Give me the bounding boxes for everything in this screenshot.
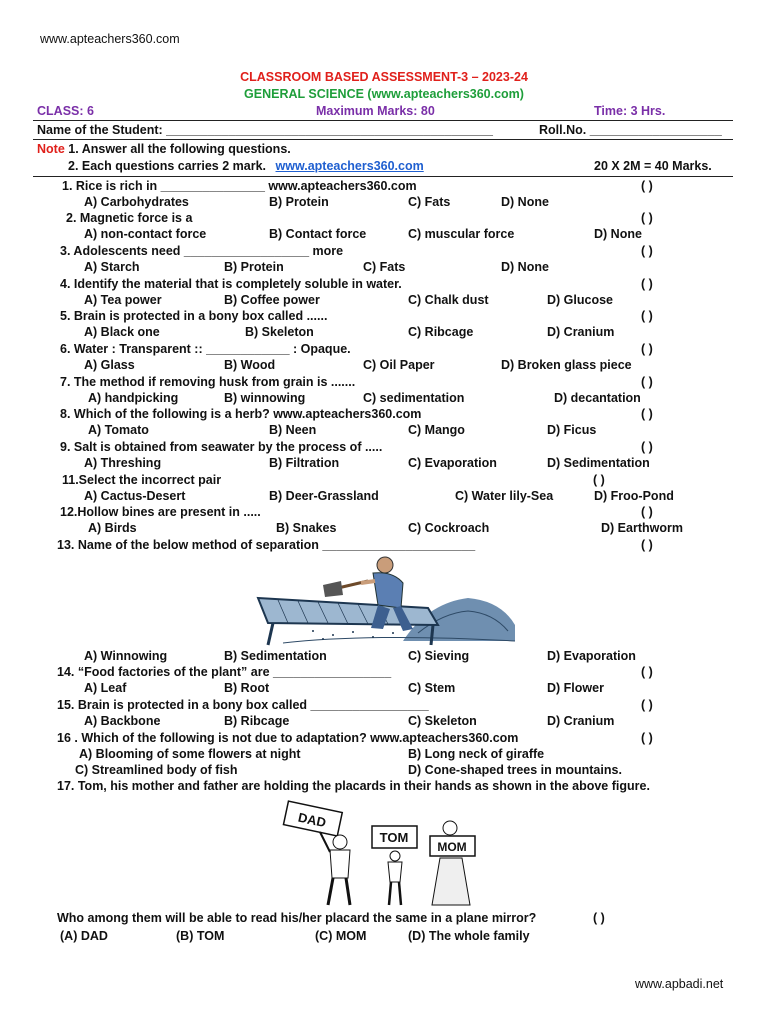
marks-summary: 20 X 2M = 40 Marks. [594,159,712,173]
exam-subtitle: GENERAL SCIENCE (www.apteachers360.com) [244,87,524,101]
option-d: D) Froo-Pond [594,489,674,503]
question-5: 5. Brain is protected in a bony box called ...... [60,309,328,323]
option-c: C) sedimentation [363,391,465,405]
dad-placard-text: DAD [296,809,328,831]
option-d: D) Cone-shaped trees in mountains. [408,763,622,777]
question-15: 16 . Which of the following is not due to adaptation? www.apteachers360.com [57,731,519,745]
answer-bracket: ( ) [593,473,605,487]
divider [33,120,733,121]
note-line-2 [68,159,424,173]
site-url-bottom: www.apbadi.net [635,977,724,991]
option-a: A) handpicking [88,391,179,405]
sieve-frame [258,598,438,625]
option-a: A) Black one [84,325,160,339]
option-a: A) Tomato [88,423,149,437]
option-d: D) Glucose [547,293,613,307]
option-d: D) Sedimentation [547,456,650,470]
note-text-1: 1. Answer all the following questions. [68,142,291,156]
question-7: 7. The method if removing husk from grain is ....... [60,375,356,389]
option-c: C) Water lily-Sea [455,489,554,503]
answer-bracket: ( ) [641,309,653,323]
option-d: D) None [501,260,549,274]
site-url-top: www.apteachers360.com [40,32,180,46]
option-d: D) Earthworm [601,521,683,535]
option-b: B) Wood [224,358,276,372]
question-14: 15. Brain is protected in a bony box called _________________ [57,698,429,712]
option-a: A) Starch [84,260,140,274]
answer-bracket: ( ) [641,665,653,679]
option-a: A) Threshing [84,456,162,470]
q17-option-b: (B) TOM [176,929,225,943]
option-a: A) non-contact force [84,227,207,241]
roll-no-field: Roll.No. ___________________ [539,123,722,137]
q17-option-d: (D) The whole family [408,929,530,943]
answer-bracket: ( ) [641,538,653,552]
note-text-2: 2. Each questions carries 2 mark. [68,159,267,173]
option-a: A) Blooming of some flowers at night [79,747,301,761]
option-d: D) None [501,195,549,209]
student-name-field: Name of the Student: _______________________________________________ [37,123,493,137]
divider [33,176,733,177]
option-d: D) Evaporation [547,649,636,663]
option-b: B) Ribcage [224,714,290,728]
answer-bracket: ( ) [641,407,653,421]
option-b: B) Root [224,681,270,695]
shovel-blade [323,581,343,597]
option-c: C) Ribcage [408,325,474,339]
option-a: A) Carbohydrates [84,195,189,209]
option-c: C) Fats [363,260,406,274]
option-d: D) Cranium [547,714,615,728]
option-b: B) Filtration [269,456,340,470]
option-c: C) Oil Paper [363,358,435,372]
question-1: 1. Rice is rich in _______________ www.apteachers360.com [62,179,417,193]
question-4: 4. Identify the material that is completely soluble in water. [60,277,402,291]
option-d: D) Cranium [547,325,615,339]
answer-bracket: ( ) [641,179,653,193]
option-c: C) Cockroach [408,521,490,535]
option-a: A) Winnowing [84,649,168,663]
option-c: C) Sieving [408,649,470,663]
tom-figure [372,826,417,905]
answer-bracket: ( ) [641,698,653,712]
person-head [377,557,393,573]
question-6: 6. Water : Transparent :: ____________ : Opaque. [60,342,351,356]
option-b: B) Skeleton [245,325,314,339]
question-13: 14. “Food factories of the plant” are _________________ [57,665,392,679]
option-b: B) Sedimentation [224,649,327,663]
option-c: C) Streamlined body of fish [75,763,238,777]
option-a: A) Glass [84,358,135,372]
option-a: A) Tea power [84,293,162,307]
option-a: A) Backbone [84,714,161,728]
mom-figure [430,821,475,905]
question-3: 3. Adolescents need __________________ more [60,244,344,258]
max-marks: Maximum Marks: 80 [316,104,435,118]
option-b: B) Snakes [276,521,337,535]
option-d: D) None [594,227,642,241]
question-12: 13. Name of the below method of separation ______________________ [57,538,476,552]
time-label: Time: 3 Hrs. [594,104,666,118]
option-c: C) Evaporation [408,456,497,470]
option-b: B) Protein [224,260,284,274]
option-b: B) Protein [269,195,329,209]
question-17: 17. Tom, his mother and father are holding the placards in their hands as shown in the above figure. [57,779,650,793]
option-b: B) Coffee power [224,293,320,307]
mom-placard-text: MOM [437,840,467,854]
answer-bracket: ( ) [641,277,653,291]
note-line-1 [37,142,291,156]
option-c: C) Skeleton [408,714,477,728]
option-b: B) winnowing [224,391,306,405]
option-b: B) Deer-Grassland [269,489,379,503]
q17-option-a: (A) DAD [60,929,108,943]
answer-bracket: ( ) [641,244,653,258]
option-d: D) Flower [547,681,604,695]
answer-bracket: ( ) [641,440,653,454]
question-11: 12.Hollow bines are present in ..... [60,505,261,519]
note-link[interactable]: www.apteachers360.com [275,159,424,173]
answer-bracket: ( ) [641,731,653,745]
person-body [373,573,403,608]
option-c: C) Stem [408,681,456,695]
option-c: C) Chalk dust [408,293,489,307]
option-c: C) muscular force [408,227,515,241]
tom-placard-text: TOM [379,830,409,845]
option-c: C) Mango [408,423,465,437]
dad-figure [283,801,350,905]
option-d: D) Ficus [547,423,597,437]
divider [33,139,733,140]
answer-bracket: ( ) [641,505,653,519]
class-label: CLASS: 6 [37,104,94,118]
question-8: 8. Which of the following is a herb? www.apteachers360.com [60,407,422,421]
answer-bracket: ( ) [641,211,653,225]
q17-option-c: (C) MOM [315,929,367,943]
option-d: D) decantation [554,391,641,405]
question-10: 11.Select the incorrect pair [62,473,222,487]
question-2: 2. Magnetic force is a [66,211,193,225]
option-d: D) Broken glass piece [501,358,632,372]
option-c: C) Fats [408,195,451,209]
answer-bracket: ( ) [641,342,653,356]
option-a: A) Cactus-Desert [84,489,186,503]
option-a: A) Birds [88,521,137,535]
option-b: B) Contact force [269,227,367,241]
note-label: Note [37,142,65,156]
exam-title: CLASSROOM BASED ASSESSMENT-3 – 2023-24 [240,70,528,84]
sieving-illustration [253,553,518,648]
question-17-prompt: Who among them will be able to read his/her placard the same in a plane mirror? [57,911,537,925]
family-placards-illustration [280,800,505,910]
option-a: A) Leaf [84,681,127,695]
answer-bracket: ( ) [593,911,605,925]
option-b: B) Long neck of giraffe [408,747,545,761]
question-9: 9. Salt is obtained from seawater by the process of ..... [60,440,383,454]
answer-bracket: ( ) [641,375,653,389]
option-b: B) Neen [269,423,317,437]
